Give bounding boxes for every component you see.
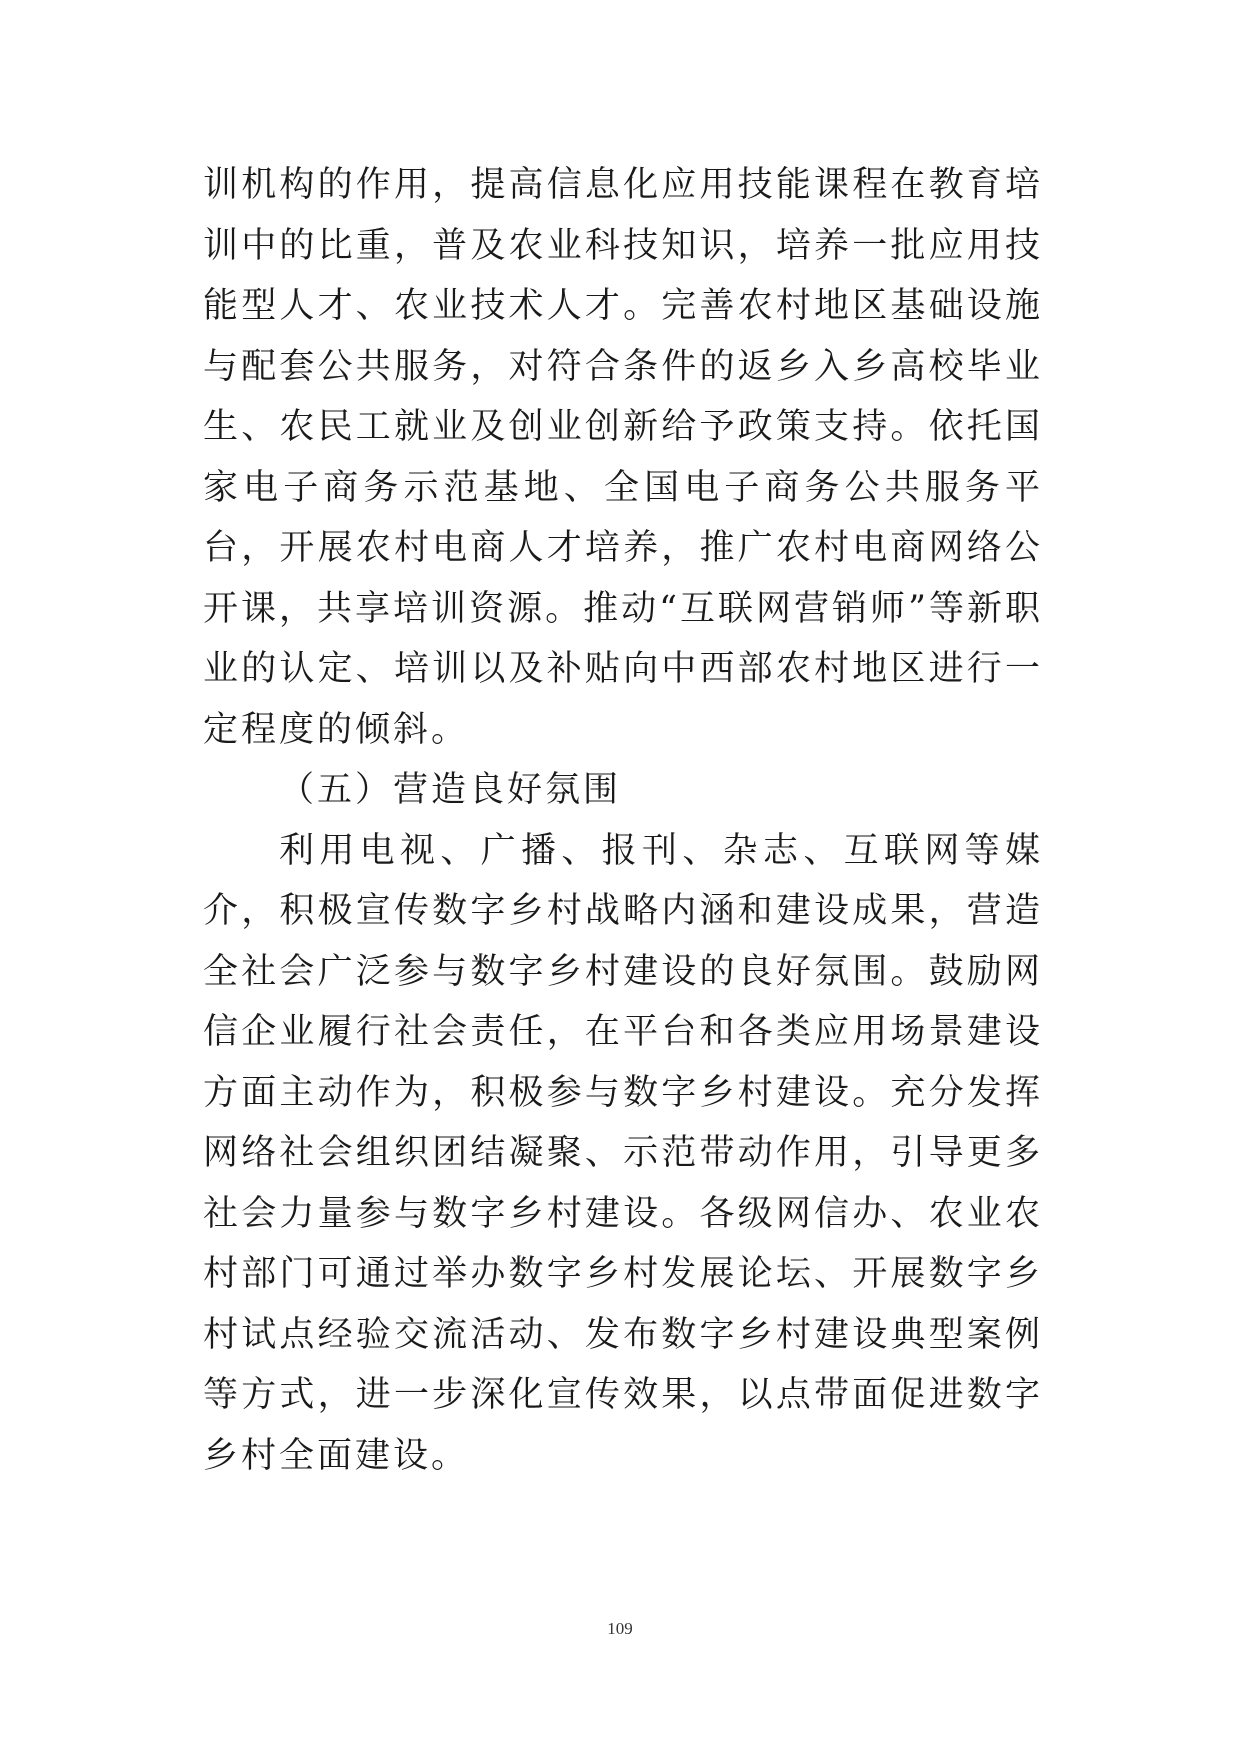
document-body <box>203 155 1043 1486</box>
section-heading: （五）营造良好氛围 <box>279 770 622 810</box>
page-number: 109 <box>607 1619 633 1638</box>
body-paragraph-continued: 训机构的作用，提高信息化应用技能课程在教育培训中的比重，普及农业科技知识，培养一批应用技能型人才、农业技术人才。完善农村地区基础设施与配套公共服务，对符合条件的返乡入乡高校毕业生、农民工就业及创业创新给予政策支持。依托国家电子商务示范基地、全国电子商务公共服务平台，开展农村电商人才培养，推广农村电商网络公开课，共享培训资源。推动“互联网营销师”等新职业的认定、培训以及补贴向中西部农村地区进行一定程度的倾斜。 <box>203 165 1043 750</box>
body-paragraph: 利用电视、广播、报刊、杂志、互联网等媒介，积极宣传数字乡村战略内涵和建设成果，营造全社会广泛参与数字乡村建设的良好氛围。鼓励网信企业履行社会责任，在平台和各类应用场景建设方面主动作为，积极参与数字乡村建设。充分发挥网络社会组织团结凝聚、示范带动作用，引导更多社会力量参与数字乡村建设。各级网信办、农业农村部门可通过举办数字乡村发展论坛、开展数字乡村试点经验交流活动、发布数字乡村建设典型案例等方式，进一步深化宣传效果，以点带面促进数字乡村全面建设。 <box>203 830 1043 1476</box>
